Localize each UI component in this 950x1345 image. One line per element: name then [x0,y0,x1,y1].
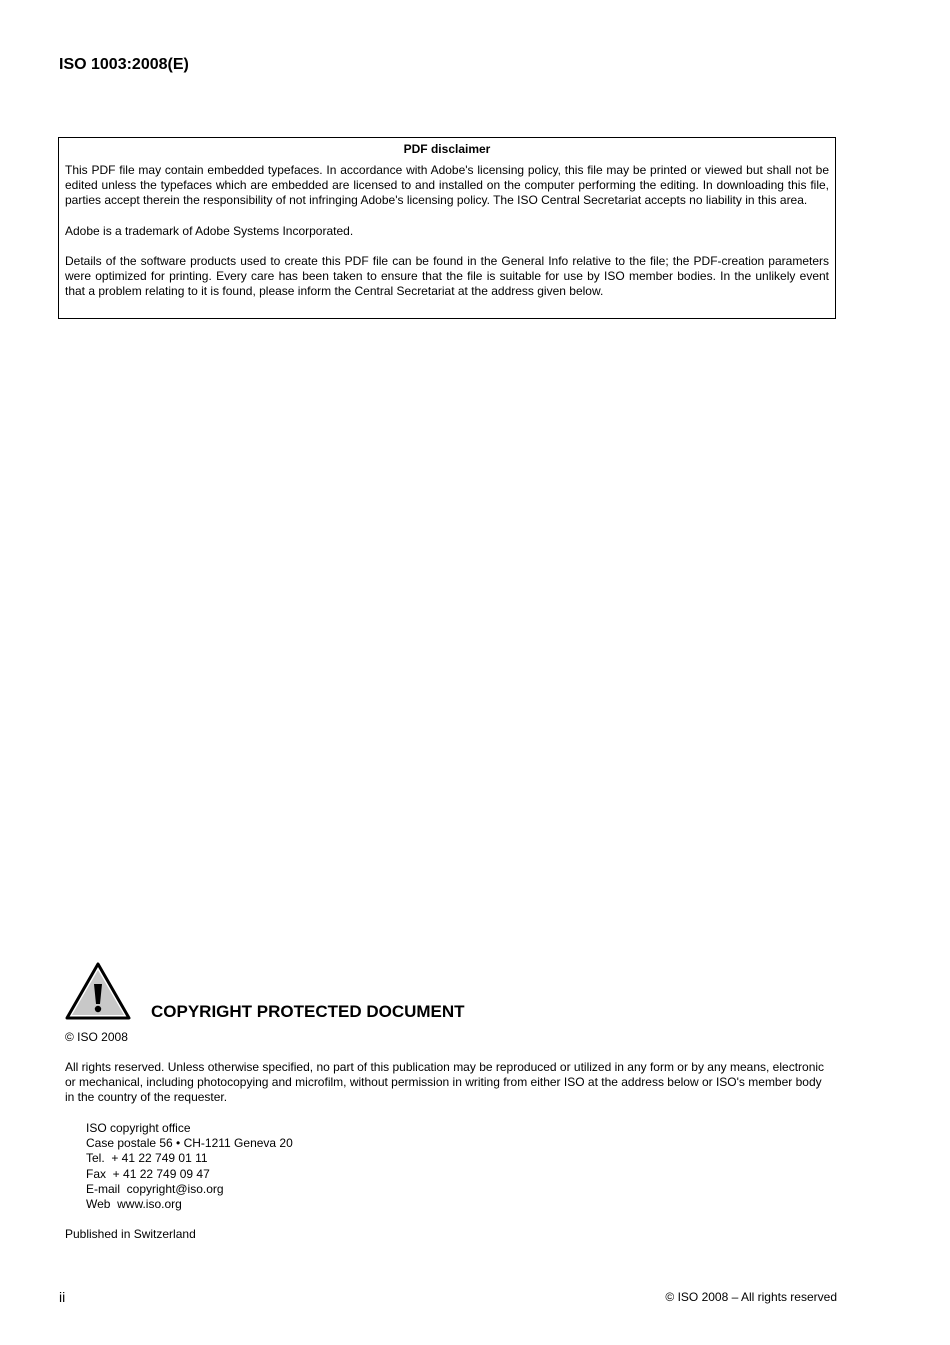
copyright-office-address [86,1121,293,1212]
published-line: Published in Switzerland [65,1227,196,1241]
footer-copyright: © ISO 2008 – All rights reserved [665,1290,837,1304]
page-number: ii [59,1289,66,1305]
pdf-disclaimer-box [58,137,836,319]
disclaimer-paragraph: This PDF file may contain embedded typefaces. In accordance with Adobe's licensing policy, this file may be printed or viewed but shall not be edited unless the typefaces which are embedded are licensed to and installed on the computer performing the editing. In downloading this file, parties accept therein the responsibility of not infringing Adobe's licensing policy. The ISO Central Secretariat accepts no liability in this area. [65,163,829,208]
address-line: Case postale 56 • CH-1211 Geneva 20 [86,1136,293,1151]
rights-statement: All rights reserved. Unless otherwise specified, no part of this publication may be reproduced or utilized in any form or by any means, electronic or mechanical, including photocopying and microfilm, without permission in writing from either ISO at the address below or ISO's member body in the country of the requester. [65,1060,825,1105]
copyright-title: COPYRIGHT PROTECTED DOCUMENT [151,1002,465,1021]
disclaimer-paragraph: Details of the software products used to create this PDF file can be found in the General Info relative to the file; the PDF-creation parameters were optimized for printing. Every care has been taken to ensure that the file is suitable for use by ISO member bodies. In the unlikely event that a problem relating to it is found, please inform the Central Secretariat at the address given below. [65,253,829,299]
address-line: Tel. + 41 22 749 01 11 [86,1151,208,1166]
address-line: E-mail copyright@iso.org [86,1181,224,1196]
address-line: Fax + 41 22 749 09 47 [86,1166,210,1181]
disclaimer-paragraph: Adobe is a trademark of Adobe Systems Incorporated. [65,223,354,238]
warning-icon [65,962,131,1020]
document-id: ISO 1003:2008(E) [59,56,189,73]
copyright-year: © ISO 2008 [65,1030,128,1044]
address-line: ISO copyright office [86,1121,191,1135]
disclaimer-title: PDF disclaimer [403,142,491,156]
address-line: Web www.iso.org [86,1197,182,1212]
